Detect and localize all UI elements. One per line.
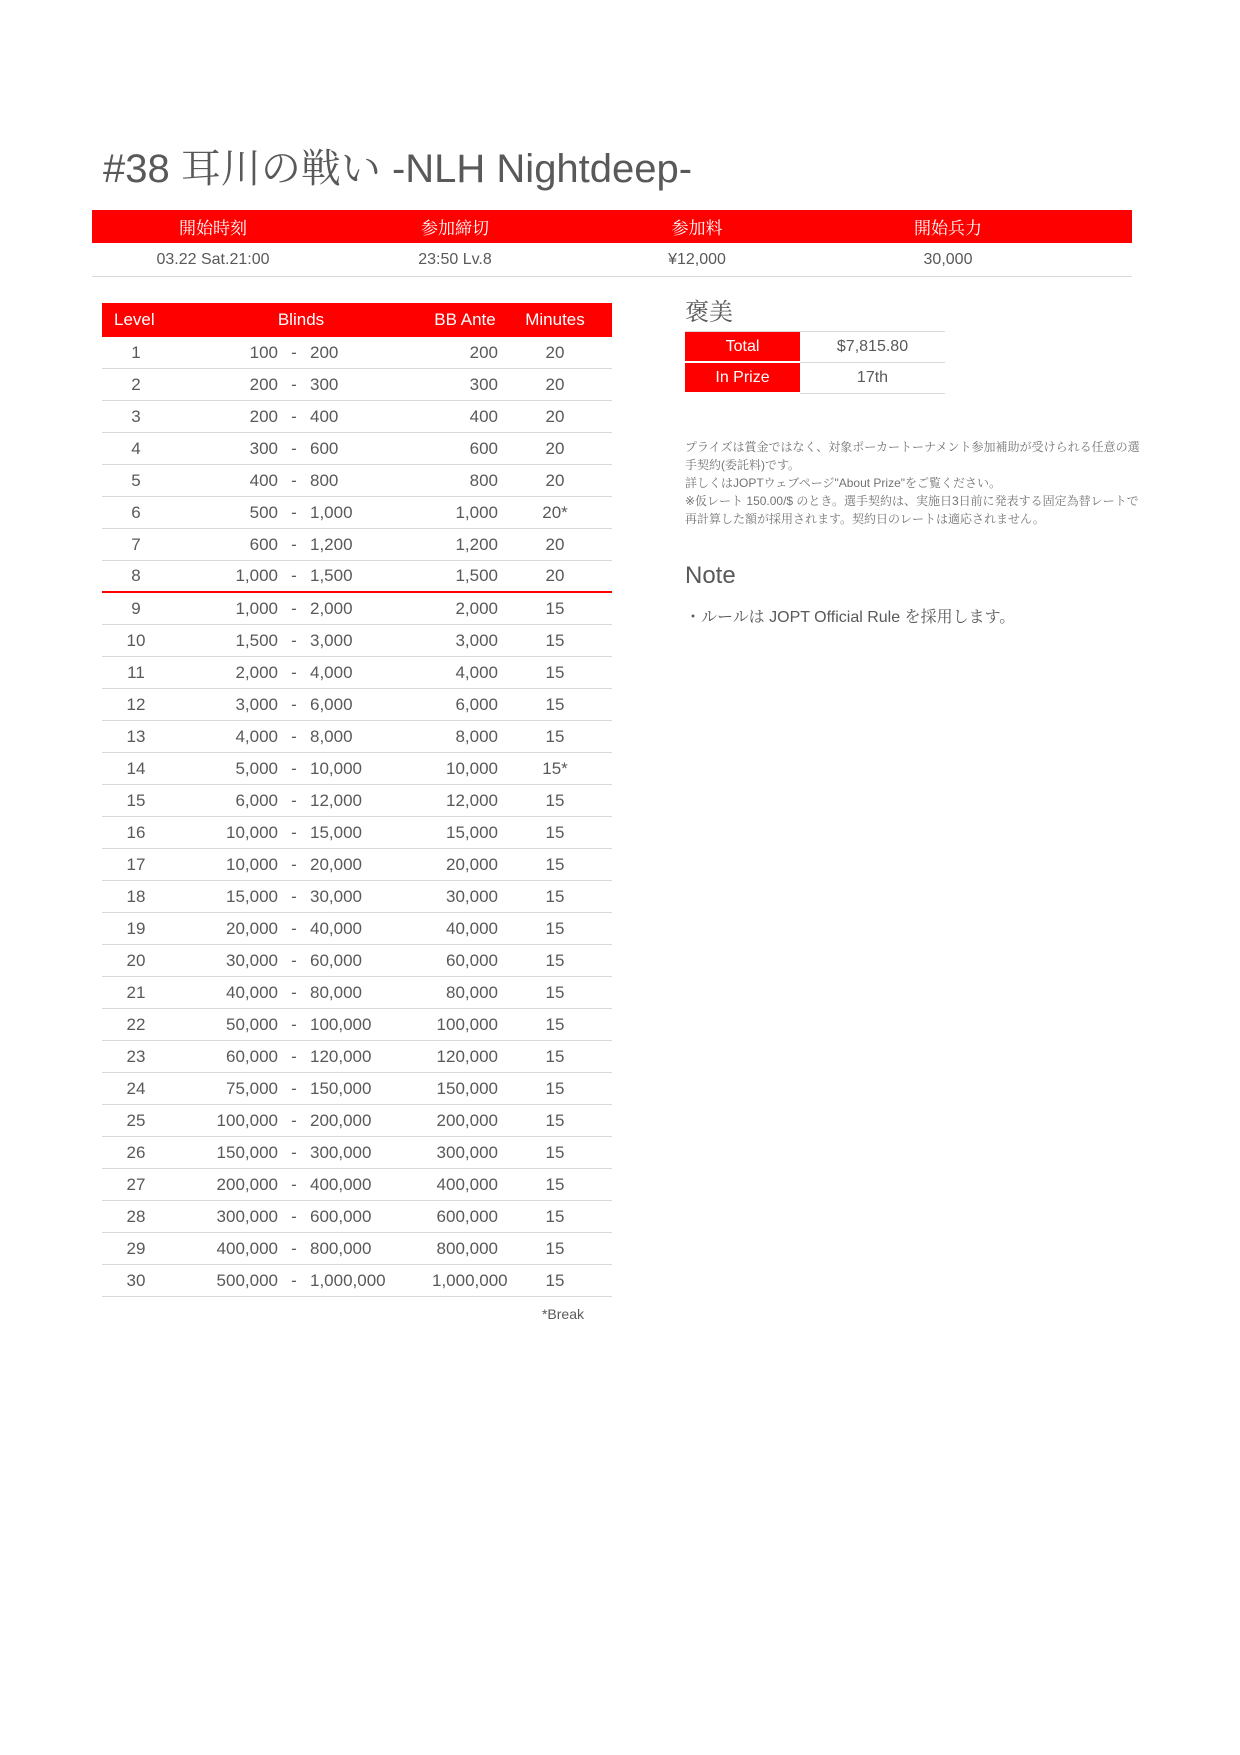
info-header-cell: 開始兵力: [914, 219, 982, 238]
minutes-cell: 15: [545, 598, 565, 618]
big-blind-cell: 300: [310, 374, 339, 394]
level-cell: 11: [127, 662, 145, 682]
minutes-cell: 15: [545, 822, 565, 842]
bb-ante-cell: 150,000: [436, 1078, 498, 1098]
big-blind-cell: 800: [310, 470, 339, 490]
big-blind-cell: 80,000: [310, 982, 362, 1002]
structure-table-row: [102, 657, 612, 689]
blinds-separator: -: [291, 790, 297, 810]
blinds-separator: -: [291, 694, 297, 714]
blinds-separator: -: [291, 406, 297, 426]
page-title: #38 耳川の戦い -NLH Nightdeep-: [103, 147, 693, 191]
minutes-cell: 20*: [542, 502, 568, 522]
minutes-cell: 15: [545, 1206, 565, 1226]
disclaimer-line: 詳しくはJOPTウェブページ"About Prize"をご覧ください。: [685, 476, 1002, 490]
small-blind-cell: 60,000: [226, 1046, 278, 1066]
level-cell: 4: [131, 438, 141, 458]
blinds-separator: -: [291, 374, 297, 394]
small-blind-cell: 300,000: [216, 1206, 278, 1226]
bb-ante-cell: 3,000: [455, 630, 498, 650]
small-blind-cell: 40,000: [226, 982, 278, 1002]
minutes-cell: 15: [545, 854, 565, 874]
level-cell: 17: [126, 854, 146, 874]
structure-table-row: [102, 785, 612, 817]
blinds-separator: -: [291, 470, 297, 490]
blinds-separator: -: [291, 662, 297, 682]
blinds-separator: -: [291, 918, 297, 938]
big-blind-cell: 600: [310, 438, 339, 458]
prize-heading: 褒美: [685, 298, 945, 332]
blinds-separator: -: [291, 1238, 297, 1258]
small-blind-cell: 50,000: [226, 1014, 278, 1034]
bb-ante-cell: 300: [469, 374, 498, 394]
minutes-cell: 15: [545, 726, 565, 746]
structure-table-row: [102, 1105, 612, 1137]
big-blind-cell: 30,000: [310, 886, 362, 906]
minutes-cell: 20: [545, 406, 565, 426]
minutes-cell: 15: [545, 1238, 565, 1258]
structure-table-row: [102, 753, 612, 785]
structure-table-row: [102, 529, 612, 561]
level-cell: 2: [131, 374, 141, 394]
structure-table-row: [102, 881, 612, 913]
structure-table-row: [102, 369, 612, 401]
small-blind-cell: 10,000: [226, 822, 278, 842]
bb-ante-cell: 120,000: [436, 1046, 498, 1066]
level-cell: 13: [126, 726, 146, 746]
structure-table-row: [102, 561, 612, 593]
level-cell: 23: [126, 1046, 146, 1066]
bb-ante-cell: 2,000: [455, 598, 498, 618]
big-blind-cell: 1,000: [310, 502, 353, 522]
big-blind-cell: 40,000: [310, 918, 362, 938]
blinds-separator: -: [291, 534, 297, 554]
structure-table-header: [102, 303, 612, 337]
minutes-cell: 15: [545, 1142, 565, 1162]
blinds-separator: -: [291, 1110, 297, 1130]
structure-table-row: [102, 625, 612, 657]
big-blind-cell: 6,000: [310, 694, 353, 714]
minutes-cell: 15: [545, 1046, 565, 1066]
note-section: [685, 562, 1015, 627]
prize-section: [685, 298, 945, 394]
prize-label-cell: Total: [685, 332, 800, 363]
prize-table: [685, 332, 945, 394]
bb-ante-cell: 800,000: [436, 1238, 498, 1258]
small-blind-cell: 500,000: [216, 1270, 278, 1290]
structure-table-row: [102, 337, 612, 369]
minutes-cell: 15: [545, 918, 565, 938]
note-line: ・ルールは JOPT Official Rule を採用します。: [685, 609, 1016, 626]
blinds-separator: -: [291, 726, 297, 746]
small-blind-cell: 75,000: [226, 1078, 278, 1098]
minutes-cell: 15: [545, 630, 565, 650]
level-cell: 24: [126, 1078, 146, 1098]
big-blind-cell: 4,000: [310, 662, 353, 682]
structure-table-row: [102, 849, 612, 881]
structure-table-row: [102, 465, 612, 497]
level-cell: 21: [126, 982, 146, 1002]
blinds-separator: -: [291, 1014, 297, 1034]
structure-table-row: [102, 1137, 612, 1169]
info-header-cell: 参加料: [671, 219, 723, 238]
level-cell: 12: [126, 694, 146, 714]
small-blind-cell: 30,000: [226, 950, 278, 970]
big-blind-cell: 300,000: [310, 1142, 372, 1162]
blinds-separator: -: [291, 630, 297, 650]
bb-ante-cell: 1,500: [455, 566, 498, 585]
blinds-separator: -: [291, 982, 297, 1002]
blinds-separator: -: [291, 1142, 297, 1162]
bb-ante-cell: 600: [469, 438, 498, 458]
blinds-separator: -: [291, 598, 297, 618]
blinds-separator: -: [291, 1078, 297, 1098]
structure-table-row: [102, 1041, 612, 1073]
blinds-separator: -: [291, 566, 297, 585]
bb-ante-cell: 60,000: [446, 950, 498, 970]
big-blind-cell: 3,000: [310, 630, 353, 650]
small-blind-cell: 500: [249, 502, 278, 522]
level-cell: 22: [126, 1014, 146, 1034]
blinds-separator: -: [291, 438, 297, 458]
prize-row: [685, 363, 945, 394]
big-blind-cell: 2,000: [310, 598, 353, 618]
minutes-cell: 15: [545, 1014, 565, 1034]
bb-ante-cell: 12,000: [446, 790, 498, 810]
info-header-cell: 開始時刻: [179, 219, 247, 238]
small-blind-cell: 200: [249, 374, 278, 394]
level-cell: 6: [131, 502, 141, 522]
prize-disclaimer: [685, 438, 1140, 528]
minutes-cell: 15: [545, 694, 565, 714]
col-header-bb-ante: BB Ante: [434, 310, 496, 329]
bb-ante-cell: 6,000: [455, 694, 498, 714]
level-cell: 19: [126, 918, 146, 938]
blinds-separator: -: [291, 1206, 297, 1226]
structure-table-row: [102, 1233, 612, 1265]
structure-table-row: [102, 593, 612, 625]
structure-table-row: [102, 433, 612, 465]
info-header-bar: [92, 210, 1132, 243]
small-blind-cell: 200,000: [216, 1174, 278, 1194]
prize-value-cell: $7,815.80: [800, 332, 945, 363]
structure-table-body: [102, 337, 612, 1297]
big-blind-cell: 1,200: [310, 534, 353, 554]
small-blind-cell: 5,000: [235, 758, 278, 778]
minutes-cell: 15: [545, 950, 565, 970]
structure-table-row: [102, 497, 612, 529]
bb-ante-cell: 400,000: [436, 1174, 498, 1194]
big-blind-cell: 1,500: [310, 566, 353, 585]
structure-table-row: [102, 1009, 612, 1041]
small-blind-cell: 300: [249, 438, 278, 458]
prize-value-cell: 17th: [800, 363, 945, 394]
structure-table-row: [102, 401, 612, 433]
break-note: *Break: [541, 1306, 584, 1322]
level-cell: 14: [126, 758, 146, 778]
minutes-cell: 15: [545, 1270, 565, 1290]
big-blind-cell: 60,000: [310, 950, 362, 970]
minutes-cell: 20: [545, 374, 565, 394]
minutes-cell: 15: [545, 1078, 565, 1098]
note-lines: [685, 604, 1015, 627]
bb-ante-cell: 800: [469, 470, 498, 490]
info-value-cell: 03.22 Sat.21:00: [156, 250, 270, 268]
minutes-cell: 15: [545, 982, 565, 1002]
big-blind-cell: 400: [310, 406, 339, 426]
bb-ante-cell: 40,000: [446, 918, 498, 938]
prize-label-cell: In Prize: [685, 363, 800, 394]
blinds-separator: -: [291, 822, 297, 842]
minutes-cell: 20: [545, 342, 565, 362]
structure-table-row: [102, 1073, 612, 1105]
small-blind-cell: 2,000: [235, 662, 278, 682]
bb-ante-cell: 15,000: [446, 822, 498, 842]
small-blind-cell: 1,000: [235, 566, 278, 585]
level-cell: 27: [126, 1174, 146, 1194]
small-blind-cell: 400,000: [216, 1238, 278, 1258]
info-values-row: [92, 243, 1132, 277]
minutes-cell: 20: [545, 438, 565, 458]
level-cell: 26: [126, 1142, 146, 1162]
blinds-separator: -: [291, 1046, 297, 1066]
blinds-separator: -: [291, 950, 297, 970]
bb-ante-cell: 600,000: [436, 1206, 498, 1226]
big-blind-cell: 800,000: [310, 1238, 372, 1258]
level-cell: 1: [131, 342, 141, 362]
level-cell: 18: [126, 886, 146, 906]
bb-ante-cell: 1,000: [455, 502, 498, 522]
small-blind-cell: 400: [249, 470, 278, 490]
structure-table-row: [102, 977, 612, 1009]
level-cell: 3: [131, 406, 141, 426]
big-blind-cell: 400,000: [310, 1174, 372, 1194]
structure-table-row: [102, 913, 612, 945]
blinds-separator: -: [291, 758, 297, 778]
col-header-minutes: Minutes: [525, 310, 585, 329]
blinds-separator: -: [291, 342, 297, 362]
small-blind-cell: 6,000: [235, 790, 278, 810]
structure-table-row: [102, 817, 612, 849]
prize-row: [685, 332, 945, 363]
bb-ante-cell: 1,000,000: [432, 1270, 508, 1290]
minutes-cell: 15: [545, 1174, 565, 1194]
big-blind-cell: 120,000: [310, 1046, 372, 1066]
small-blind-cell: 15,000: [226, 886, 278, 906]
col-header-level: Level: [114, 310, 155, 329]
minutes-cell: 15: [545, 662, 565, 682]
small-blind-cell: 4,000: [235, 726, 278, 746]
bb-ante-cell: 1,200: [455, 534, 498, 554]
structure-table-row: [102, 689, 612, 721]
big-blind-cell: 150,000: [310, 1078, 372, 1098]
minutes-cell: 15: [545, 1110, 565, 1130]
minutes-cell: 20: [545, 534, 565, 554]
blinds-separator: -: [291, 1174, 297, 1194]
big-blind-cell: 200: [310, 342, 339, 362]
level-cell: 5: [131, 470, 141, 490]
big-blind-cell: 15,000: [310, 822, 362, 842]
structure-table-row: [102, 721, 612, 753]
info-value-filler: [1078, 243, 1132, 276]
level-cell: 29: [126, 1238, 146, 1258]
bb-ante-cell: 20,000: [446, 854, 498, 874]
minutes-cell: 15: [545, 886, 565, 906]
minutes-cell: 15: [545, 790, 565, 810]
disclaimer-line: プライズは賞金ではなく、対象ポーカートーナメント参加補助が受けられる任意の選: [685, 440, 1140, 454]
info-value-cell: 30,000: [923, 250, 973, 268]
disclaimer-line: ※仮レート 150.00/$ のとき。選手契約は、実施日3日前に発表する固定為替レートで: [685, 494, 1139, 508]
small-blind-cell: 20,000: [226, 918, 278, 938]
bb-ante-cell: 30,000: [446, 886, 498, 906]
bb-ante-cell: 200: [469, 342, 498, 362]
bb-ante-cell: 300,000: [436, 1142, 498, 1162]
big-blind-cell: 20,000: [310, 854, 362, 874]
level-cell: 28: [126, 1206, 146, 1226]
level-cell: 25: [126, 1110, 146, 1130]
small-blind-cell: 100: [249, 342, 278, 362]
bb-ante-cell: 200,000: [436, 1110, 498, 1130]
blinds-separator: -: [291, 502, 297, 522]
level-cell: 16: [126, 822, 146, 842]
big-blind-cell: 8,000: [310, 726, 353, 746]
small-blind-cell: 10,000: [226, 854, 278, 874]
big-blind-cell: 1,000,000: [310, 1270, 386, 1290]
level-cell: 30: [126, 1270, 146, 1290]
col-header-blinds: Blinds: [277, 310, 325, 329]
structure-table-row: [102, 1201, 612, 1233]
info-value-cell: 23:50 Lv.8: [418, 250, 492, 268]
disclaimer-line: 再計算した額が採用されます。契約日のレートは適応されません。: [685, 512, 1045, 526]
level-cell: 8: [131, 566, 141, 585]
minutes-cell: 20: [545, 470, 565, 490]
level-cell: 7: [131, 534, 141, 554]
big-blind-cell: 10,000: [310, 758, 362, 778]
info-header-cell: 参加締切: [421, 219, 489, 238]
bb-ante-cell: 100,000: [436, 1014, 498, 1034]
small-blind-cell: 200: [249, 406, 278, 426]
level-cell: 9: [131, 598, 141, 618]
info-value-cell: ¥12,000: [668, 250, 726, 268]
structure-table-row: [102, 1265, 612, 1297]
blinds-separator: -: [291, 886, 297, 906]
big-blind-cell: 12,000: [310, 790, 362, 810]
bb-ante-cell: 10,000: [446, 758, 498, 778]
small-blind-cell: 100,000: [216, 1110, 278, 1130]
bb-ante-cell: 4,000: [455, 662, 498, 682]
small-blind-cell: 1,500: [235, 630, 278, 650]
bb-ante-cell: 80,000: [446, 982, 498, 1002]
small-blind-cell: 1,000: [235, 598, 278, 618]
big-blind-cell: 600,000: [310, 1206, 372, 1226]
bb-ante-cell: 8,000: [455, 726, 498, 746]
small-blind-cell: 3,000: [235, 694, 278, 714]
level-cell: 10: [126, 630, 146, 650]
structure-table-row: [102, 1169, 612, 1201]
blinds-separator: -: [291, 1270, 297, 1290]
level-cell: 20: [126, 950, 146, 970]
big-blind-cell: 200,000: [310, 1110, 372, 1130]
structure-table-row: [102, 945, 612, 977]
bb-ante-cell: 400: [469, 406, 498, 426]
small-blind-cell: 150,000: [216, 1142, 278, 1162]
info-header-filler: [1078, 210, 1132, 243]
small-blind-cell: 600: [249, 534, 278, 554]
minutes-cell: 20: [545, 566, 565, 585]
blind-structure-table: [102, 303, 612, 1331]
minutes-cell: 15*: [542, 758, 568, 778]
big-blind-cell: 100,000: [310, 1014, 372, 1034]
blinds-separator: -: [291, 854, 297, 874]
note-heading: Note: [685, 562, 736, 589]
disclaimer-line: 手契約(委託料)です。: [685, 458, 801, 472]
level-cell: 15: [126, 790, 146, 810]
